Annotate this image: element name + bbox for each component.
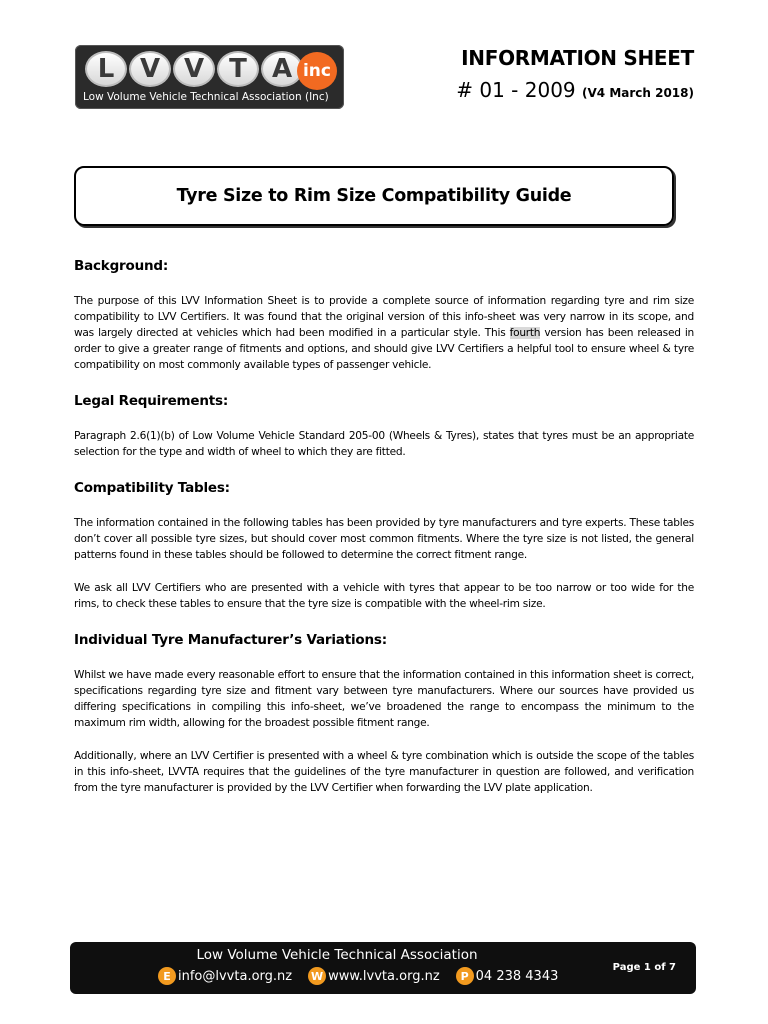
info-sheet-label: INFORMATION SHEET: [461, 46, 694, 70]
compatibility-paragraph-2: We ask all LVV Certifiers who are presented with a vehicle with tyres that appear to be too narrow or too wide for the rims, to check these tables to ensure that the tyre size is compatible with the wheel-rim size.: [74, 582, 694, 610]
variations-paragraph-1: Whilst we have made every reasonable effort to ensure that the information contained in this information sheet is correct, specifications regarding tyre size and fitment vary between tyre manufacturers. Where our sources have provided us differing specifications in compiling this info-sheet, we’ve broadened the range to encompass the minimum to the maximum rim width, allowing for the broadest possible fitment range.: [74, 669, 694, 729]
section-heading-legal: Legal Requirements:: [74, 393, 229, 409]
footer-phone: [456, 967, 559, 985]
logo-letters: [85, 51, 303, 87]
web-icon: W: [308, 967, 326, 985]
compatibility-paragraph-1: The information contained in the following tables has been provided by tyre manufacturers and tyre experts. These tables don’t cover all possible tyre sizes, but should cover most common fitments. Where the tyre size is not listed, the general patterns found in these tables should be followed to determine the correct fitment range.: [74, 517, 694, 561]
background-paragraph: [74, 293, 694, 373]
document-body: [74, 258, 694, 796]
legal-paragraph: Paragraph 2.6(1)(b) of Low Volume Vehicle Standard 205-00 (Wheels & Tyres), states that tyres must be an appropriate selection for the type and width of wheel to which they are fitted.: [74, 430, 694, 458]
footer-email[interactable]: [158, 967, 292, 985]
page-footer: [70, 942, 696, 994]
sheet-version: (V4 March 2018): [582, 86, 694, 100]
website-text: www.lvvta.org.nz: [328, 968, 440, 984]
email-text: info@lvvta.org.nz: [178, 968, 293, 984]
logo-inc-badge: inc: [297, 52, 337, 90]
logo-letter: T: [217, 51, 259, 87]
section-heading-compatibility: Compatibility Tables:: [74, 480, 230, 496]
document-title: Tyre Size to Rim Size Compatibility Guide: [176, 186, 572, 206]
phone-icon: P: [456, 967, 474, 985]
logo-letter: L: [85, 51, 127, 87]
footer-contacts: [158, 967, 558, 985]
page-number: Page 1 of 7: [612, 962, 676, 973]
logo-subtitle: Low Volume Vehicle Technical Association (Inc): [83, 91, 329, 103]
lvvta-logo: [75, 45, 344, 109]
email-icon: E: [158, 967, 176, 985]
section-heading-variations: Individual Tyre Manufacturer’s Variations:: [74, 632, 387, 648]
logo-letter: V: [129, 51, 171, 87]
highlighted-word: fourth: [509, 327, 541, 339]
logo-letter: V: [173, 51, 215, 87]
footer-organization: Low Volume Vehicle Technical Association: [196, 947, 478, 963]
document-title-box: [74, 166, 674, 226]
logo-letter: A: [261, 51, 303, 87]
info-sheet-number: [456, 78, 694, 102]
text-run: version has been released in order to give a greater range of fitments and options, and should give LVV Certifiers a helpful tool to ensure wheel & tyre compatibility on most commonly available types of passenger vehicle.: [74, 327, 694, 371]
phone-text: 04 238 4343: [475, 968, 559, 984]
footer-website[interactable]: [308, 967, 440, 985]
text-run: The purpose of this LVV Information Sheet is to provide a complete source of information regarding tyre and rim size compatibility to LVV Certifiers. It was found that the original version of this info-sheet was very narrow in its scope, and was largely directed at vehicles which had been modified in a particular style. This: [74, 295, 694, 339]
variations-paragraph-2: Additionally, where an LVV Certifier is presented with a wheel & tyre combination which is outside the scope of the tables in this info-sheet, LVVTA requires that the guidelines of the tyre manufacturer in question are followed, and verification from the tyre manufacturer is provided by the LVV Certifier when forwarding the LVV plate application.: [74, 750, 694, 794]
sheet-number: # 01 - 2009: [456, 78, 576, 102]
section-heading-background: Background:: [74, 258, 169, 274]
